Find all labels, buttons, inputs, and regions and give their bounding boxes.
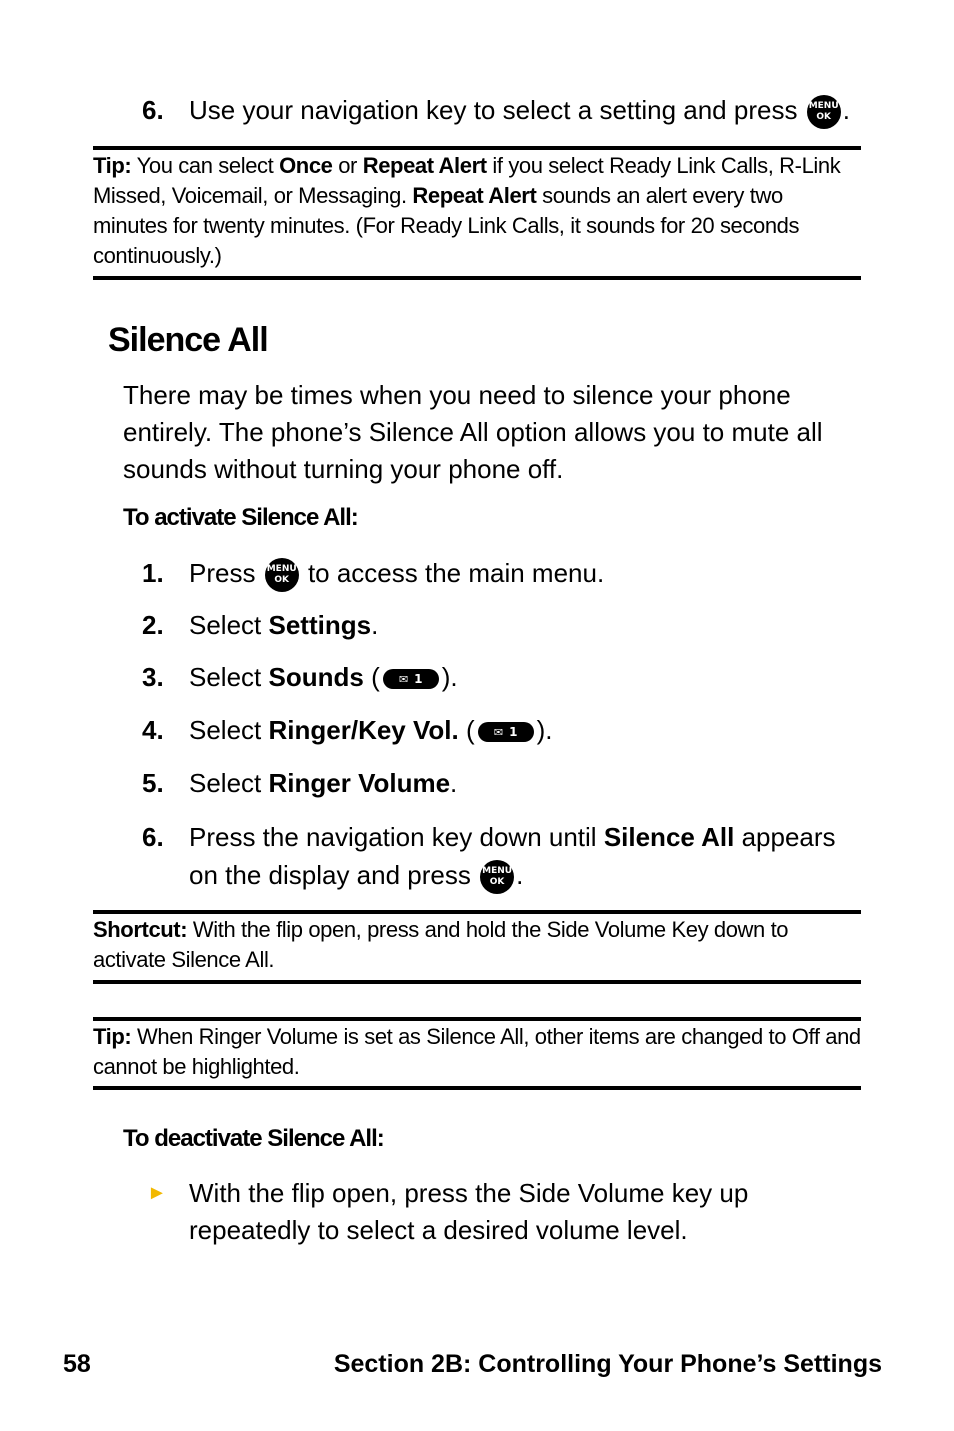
- divider: [93, 276, 861, 280]
- shortcut-note: Shortcut: With the flip open, press and hold the Side Volume Key down to activate Silence All.: [93, 917, 789, 972]
- divider: [93, 910, 861, 914]
- shortcut-label: Shortcut:: [93, 917, 188, 942]
- step-text: Use your navigation key to select a setting and press: [189, 95, 798, 125]
- step-number: 6.: [142, 95, 164, 125]
- tip-note: Tip: You can select Once or Repeat Alert if you select Ready Link Calls, R-Link Missed, Voicemail, or Messaging. Repeat Alert sounds an alert every two minutes for twenty minutes. (For Ready Link Calls, it sounds for 20 seconds continuously.): [93, 153, 841, 268]
- deactivate-heading: To deactivate Silence All:: [123, 1125, 384, 1152]
- menu-ok-key-icon: MENU OK: [265, 558, 299, 592]
- divider: [93, 980, 861, 984]
- activate-heading: To activate Silence All:: [123, 504, 358, 531]
- section-footer: Section 2B: Controlling Your Phone’s Settings: [333, 1350, 882, 1378]
- tip-label: Tip:: [93, 153, 132, 178]
- divider: [93, 146, 861, 150]
- key-1-icon: ✉ 1: [478, 722, 534, 742]
- tip-label: Tip:: [93, 1024, 132, 1049]
- divider: [93, 1017, 861, 1021]
- section-title: Silence All: [108, 321, 268, 359]
- key-1-icon: ✉ 1: [383, 669, 439, 689]
- tip-note-2: Tip: When Ringer Volume is set as Silence All, other items are changed to Off and cannot be highlighted.: [93, 1024, 861, 1079]
- menu-ok-key-icon: MENU OK: [480, 860, 514, 894]
- intro-paragraph: There may be times when you need to silence your phone entirely. The phone’s Silence All option allows you to mute all sounds without turning your phone off.: [123, 380, 823, 484]
- divider: [93, 1086, 861, 1090]
- deactivate-text: With the flip open, press the Side Volume key up repeatedly to select a desired volume level.: [189, 1178, 749, 1245]
- bullet-arrow-icon: ►: [147, 1182, 167, 1204]
- page-number: 58: [63, 1350, 91, 1378]
- menu-ok-key-icon: MENU OK: [807, 95, 841, 129]
